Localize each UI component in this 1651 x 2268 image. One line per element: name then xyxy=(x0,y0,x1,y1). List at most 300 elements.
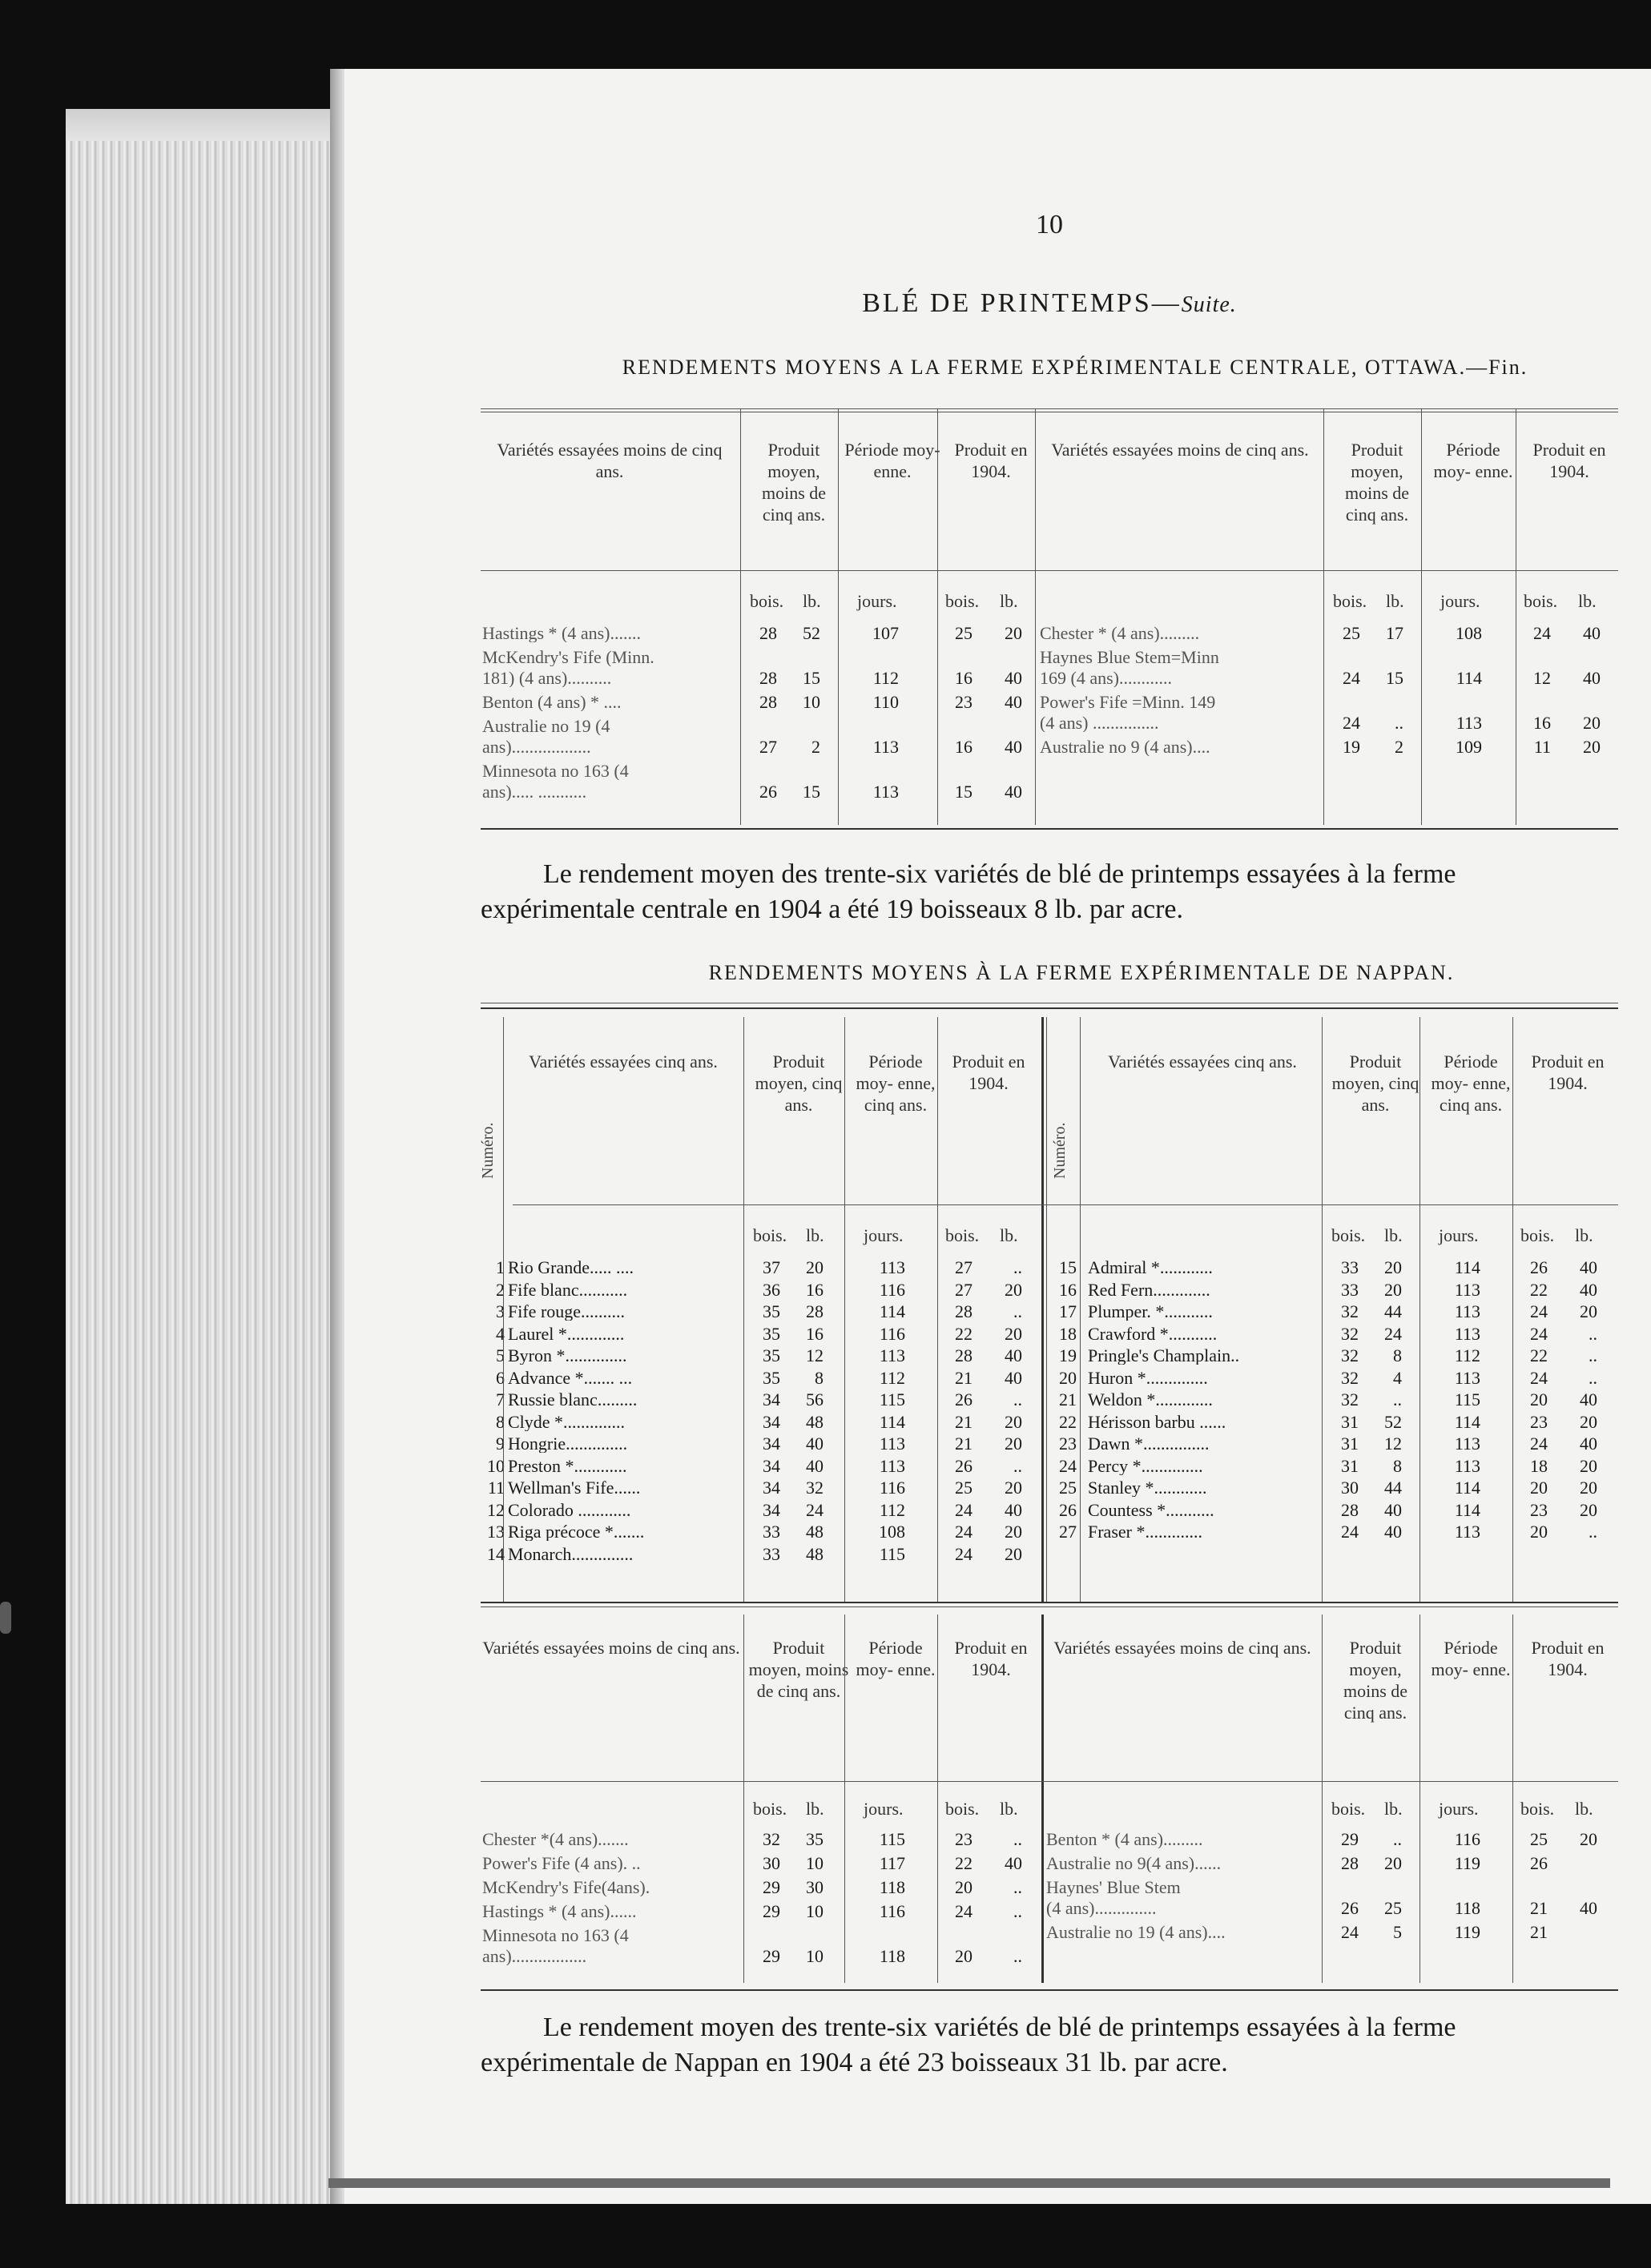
row-number: 14 xyxy=(487,1543,505,1564)
paragraph-ottawa-line2: expérimentale centrale en 1904 a été 19 boisseaux 8 lb. par acre. xyxy=(481,895,1183,924)
column-divider xyxy=(937,1615,938,1983)
row-yield-lb: 40 xyxy=(1580,1434,1597,1454)
row-variety-name: Crawford *........... xyxy=(1088,1325,1218,1343)
paragraph-ottawa xyxy=(481,857,1642,927)
row-avg-lb: .. xyxy=(1395,713,1403,733)
row-yield-lb: 20 xyxy=(1005,1522,1022,1542)
row-period-jours: 113 xyxy=(1454,1434,1480,1454)
row-period-jours: 108 xyxy=(879,1522,905,1542)
row-yield-lb: 40 xyxy=(1580,1898,1597,1918)
row-yield-lb: 20 xyxy=(1005,1543,1022,1564)
page-bottom-shadow xyxy=(328,2178,1610,2188)
left-variety-header: Variétés essayées cinq ans. xyxy=(529,1052,718,1072)
column-divider xyxy=(937,1017,938,1602)
row-yield-lb: .. xyxy=(1013,1877,1022,1897)
row-period-jours: 113 xyxy=(1454,1522,1480,1542)
row-number: 15 xyxy=(1059,1257,1077,1277)
row-period-jours: 112 xyxy=(879,1499,905,1520)
row-avg-bois: 30 xyxy=(763,1853,780,1873)
row-yield-bois: 27 xyxy=(955,1279,972,1300)
column-divider xyxy=(1322,1017,1323,1602)
row-period-jours: 114 xyxy=(1456,668,1482,688)
row-avg-lb: 48 xyxy=(806,1522,823,1542)
row-yield-lb: 40 xyxy=(1005,782,1022,802)
column-divider xyxy=(844,1615,845,1983)
row-avg-bois: 28 xyxy=(759,623,777,643)
row-yield-bois: 23 xyxy=(955,1829,972,1849)
row-variety-name: Australie no 19 (4 ans).... xyxy=(1046,1924,1226,1941)
right-variety-header: Variétés essayées cinq ans. xyxy=(1108,1052,1297,1072)
row-yield-bois: 20 xyxy=(955,1877,972,1897)
row-period-jours: 113 xyxy=(1454,1367,1480,1388)
row-period-jours: 113 xyxy=(1456,713,1482,733)
row-yield-bois: 24 xyxy=(1530,1434,1548,1454)
row-number: 25 xyxy=(1059,1478,1077,1498)
left-period-header: Période moy- enne. xyxy=(856,1638,936,1679)
row-avg-lb: 20 xyxy=(1384,1257,1402,1277)
right-unit-ylb: lb. xyxy=(1578,591,1597,611)
row-variety-name: Huron *.............. xyxy=(1088,1369,1208,1387)
row-avg-bois: 34 xyxy=(763,1478,780,1498)
row-variety-name: ans)................. xyxy=(482,1948,587,1965)
row-period-jours: 109 xyxy=(1456,737,1482,757)
left-variety-header: Variétés essayées moins de cinq ans. xyxy=(497,440,723,481)
row-period-jours: 116 xyxy=(879,1323,905,1344)
column-divider xyxy=(1512,1615,1513,1983)
table-bottom-rule xyxy=(481,1602,1618,1603)
row-number: 18 xyxy=(1059,1323,1077,1344)
row-yield-bois: 20 xyxy=(955,1946,972,1966)
row-variety-name: Stanley *............ xyxy=(1088,1479,1207,1497)
row-yield-lb: 20 xyxy=(1583,737,1601,757)
row-period-jours: 110 xyxy=(872,692,899,712)
row-avg-bois: 32 xyxy=(1341,1367,1359,1388)
row-avg-lb: 16 xyxy=(806,1279,823,1300)
row-yield-bois: 21 xyxy=(1530,1898,1548,1918)
row-avg-lb: 40 xyxy=(1384,1522,1402,1542)
row-variety-name: Minnesota no 163 (4 xyxy=(482,762,629,780)
column-divider xyxy=(1323,408,1324,825)
row-yield-lb: 40 xyxy=(1005,1345,1022,1365)
left-unit-lb: lb. xyxy=(806,1799,824,1819)
row-yield-bois: 16 xyxy=(955,737,972,757)
table-bottom-rule-2 xyxy=(481,1606,1618,1607)
row-period-jours: 114 xyxy=(1454,1411,1480,1432)
row-avg-lb: 44 xyxy=(1384,1301,1402,1321)
right-yield-header: Produit en 1904. xyxy=(1531,1638,1605,1679)
row-yield-lb: 40 xyxy=(1580,1279,1597,1300)
row-avg-lb: 48 xyxy=(806,1411,823,1432)
row-period-jours: 112 xyxy=(872,668,899,688)
row-period-jours: 113 xyxy=(872,737,899,757)
page-number: 10 xyxy=(1036,210,1063,239)
row-number: 19 xyxy=(1059,1345,1077,1365)
row-avg-lb: 44 xyxy=(1384,1478,1402,1498)
right-unit-ybois: bois. xyxy=(1520,1799,1555,1819)
row-variety-name: Red Fern............. xyxy=(1088,1281,1210,1299)
row-period-jours: 113 xyxy=(1454,1323,1480,1344)
row-variety-name: 169 (4 ans)............ xyxy=(1040,670,1172,687)
row-yield-bois: 24 xyxy=(955,1522,972,1542)
row-period-jours: 116 xyxy=(879,1478,905,1498)
left-unit-jours: jours. xyxy=(857,591,897,611)
left-number-header: Numéro. xyxy=(479,1122,497,1179)
right-avg-header: Produit moyen, moins de cinq ans. xyxy=(1344,440,1410,525)
row-period-jours: 116 xyxy=(1454,1829,1480,1849)
row-number: 5 xyxy=(496,1345,505,1365)
row-avg-bois: 34 xyxy=(763,1411,780,1432)
row-avg-bois: 24 xyxy=(1343,668,1360,688)
right-unit-bois: bois. xyxy=(1331,1225,1366,1245)
row-variety-name: Rio Grande..... .... xyxy=(508,1259,634,1277)
row-variety-name: Laurel *............. xyxy=(508,1325,625,1343)
right-variety-header: Variétés essayées moins de cinq ans. xyxy=(1051,440,1309,460)
row-number: 9 xyxy=(496,1434,505,1454)
row-variety-name: ans)..... ........... xyxy=(482,783,587,801)
row-avg-bois: 34 xyxy=(763,1389,780,1409)
row-variety-name: Pringle's Champlain.. xyxy=(1088,1347,1240,1365)
row-yield-lb: .. xyxy=(1013,1389,1022,1409)
row-period-jours: 113 xyxy=(872,782,899,802)
row-variety-name: Haynes Blue Stem=Minn xyxy=(1040,649,1219,666)
row-period-jours: 116 xyxy=(879,1901,905,1921)
row-avg-bois: 29 xyxy=(1341,1829,1359,1849)
row-number: 22 xyxy=(1059,1411,1077,1432)
row-variety-name: Minnesota no 163 (4 xyxy=(482,1927,629,1944)
row-avg-bois: 32 xyxy=(1341,1345,1359,1365)
row-yield-lb: 20 xyxy=(1580,1829,1597,1849)
row-yield-lb: 20 xyxy=(1583,713,1601,733)
left-yield-header: Produit en 1904. xyxy=(954,440,1028,481)
right-unit-lb: lb. xyxy=(1384,1225,1403,1245)
row-number: 21 xyxy=(1059,1389,1077,1409)
row-number: 10 xyxy=(487,1455,505,1476)
row-avg-lb: 5 xyxy=(1393,1922,1402,1942)
right-period-header: Période moy- enne. xyxy=(1433,440,1513,481)
table-top-rule xyxy=(481,408,1618,409)
row-avg-bois: 34 xyxy=(763,1499,780,1520)
row-avg-bois: 32 xyxy=(1341,1389,1359,1409)
row-period-jours: 118 xyxy=(879,1877,905,1897)
column-divider xyxy=(1419,1615,1420,1983)
row-yield-lb: .. xyxy=(1589,1323,1597,1344)
row-yield-lb: 20 xyxy=(1580,1301,1597,1321)
row-avg-bois: 28 xyxy=(759,692,777,712)
row-variety-name: Power's Fife =Minn. 149 xyxy=(1040,694,1216,711)
row-number: 2 xyxy=(496,1279,505,1300)
row-number: 1 xyxy=(496,1257,505,1277)
row-avg-lb: 2 xyxy=(1395,737,1403,757)
row-avg-bois: 24 xyxy=(1341,1522,1359,1542)
left-unit-bois: bois. xyxy=(753,1225,787,1245)
header-divider-rule xyxy=(513,1204,1618,1205)
row-avg-lb: 20 xyxy=(1384,1853,1402,1873)
row-yield-bois: 27 xyxy=(955,1257,972,1277)
row-variety-name: Wellman's Fife...... xyxy=(508,1479,641,1497)
column-divider xyxy=(1421,408,1422,825)
row-number: 13 xyxy=(487,1522,505,1542)
left-unit-bois: bois. xyxy=(750,591,784,611)
row-yield-lb: 20 xyxy=(1005,1434,1022,1454)
row-yield-lb: 40 xyxy=(1580,1389,1597,1409)
row-period-jours: 112 xyxy=(879,1367,905,1388)
book-page-edges xyxy=(66,109,330,2204)
row-period-jours: 113 xyxy=(879,1455,905,1476)
row-variety-name: Riga précoce *....... xyxy=(508,1523,645,1541)
page-title xyxy=(825,288,1274,319)
row-variety-name: Australie no 9(4 ans)...... xyxy=(1046,1855,1222,1872)
row-avg-bois: 31 xyxy=(1341,1455,1359,1476)
scan-edge-mark xyxy=(0,1602,11,1634)
row-avg-lb: 20 xyxy=(1384,1279,1402,1300)
table-bottom-rule xyxy=(481,828,1618,830)
left-unit-ybois: bois. xyxy=(945,1799,980,1819)
right-unit-ylb: lb. xyxy=(1575,1225,1593,1245)
row-avg-bois: 32 xyxy=(1341,1323,1359,1344)
column-divider xyxy=(740,408,741,825)
row-avg-bois: 29 xyxy=(763,1901,780,1921)
right-unit-jours: jours. xyxy=(1439,1225,1479,1245)
row-yield-lb: 40 xyxy=(1583,668,1601,688)
row-yield-lb: .. xyxy=(1589,1522,1597,1542)
row-yield-bois: 15 xyxy=(955,782,972,802)
row-period-jours: 119 xyxy=(1454,1922,1480,1942)
row-variety-name: Plumper. *........... xyxy=(1088,1303,1213,1321)
row-avg-lb: 20 xyxy=(806,1257,823,1277)
row-period-jours: 114 xyxy=(1454,1478,1480,1498)
row-avg-bois: 33 xyxy=(763,1522,780,1542)
column-divider xyxy=(844,1017,845,1602)
row-avg-bois: 26 xyxy=(1341,1898,1359,1918)
row-variety-name: Chester *(4 ans)....... xyxy=(482,1831,629,1848)
number-column-divider xyxy=(503,1017,504,1602)
row-avg-lb: 8 xyxy=(1393,1455,1402,1476)
row-avg-lb: 12 xyxy=(1384,1434,1402,1454)
row-yield-lb: 40 xyxy=(1005,668,1022,688)
row-avg-bois: 34 xyxy=(763,1434,780,1454)
row-variety-name: Dawn *............... xyxy=(1088,1435,1210,1453)
row-avg-bois: 33 xyxy=(1341,1257,1359,1277)
row-period-jours: 113 xyxy=(1454,1279,1480,1300)
row-avg-bois: 27 xyxy=(759,737,777,757)
paragraph-nappan-line1: Le rendement moyen des trente-six variétés de blé de printemps essayées à la ferme xyxy=(543,2013,1456,2042)
left-yield-header: Produit en 1904. xyxy=(954,1638,1028,1679)
left-variety-header: Variétés essayées moins de cinq ans. xyxy=(482,1638,740,1658)
row-yield-bois: 24 xyxy=(1530,1301,1548,1321)
row-period-jours: 114 xyxy=(1454,1257,1480,1277)
row-period-jours: 118 xyxy=(1454,1898,1480,1918)
row-avg-lb: .. xyxy=(1393,1389,1402,1409)
row-avg-bois: 32 xyxy=(763,1829,780,1849)
row-yield-lb: .. xyxy=(1013,1829,1022,1849)
row-variety-name: Countess *........... xyxy=(1088,1501,1214,1519)
row-period-jours: 115 xyxy=(879,1543,905,1564)
column-divider xyxy=(743,1615,744,1983)
row-number: 11 xyxy=(487,1478,505,1498)
row-avg-bois: 36 xyxy=(763,1279,780,1300)
row-yield-bois: 11 xyxy=(1533,737,1551,757)
table-center-divider xyxy=(1041,1615,1044,1983)
row-yield-bois: 20 xyxy=(1530,1478,1548,1498)
column-divider xyxy=(743,1017,744,1602)
page-title-main: BLÉ DE PRINTEMPS— xyxy=(862,288,1182,318)
row-avg-lb: 10 xyxy=(806,1946,823,1966)
row-avg-bois: 32 xyxy=(1341,1301,1359,1321)
row-yield-bois: 20 xyxy=(1530,1389,1548,1409)
row-period-jours: 113 xyxy=(1454,1455,1480,1476)
row-avg-bois: 28 xyxy=(759,668,777,688)
row-period-jours: 114 xyxy=(879,1301,905,1321)
row-yield-bois: 28 xyxy=(955,1345,972,1365)
row-variety-name: Hérisson barbu ...... xyxy=(1088,1413,1226,1431)
row-avg-lb: 8 xyxy=(815,1367,823,1388)
row-yield-lb: 40 xyxy=(1583,623,1601,643)
row-yield-bois: 21 xyxy=(955,1367,972,1388)
row-period-jours: 118 xyxy=(879,1946,905,1966)
row-variety-name: Byron *.............. xyxy=(508,1347,627,1365)
row-variety-name: Russie blanc......... xyxy=(508,1391,638,1409)
row-yield-lb: 40 xyxy=(1005,1367,1022,1388)
row-yield-lb: .. xyxy=(1589,1367,1597,1388)
row-variety-name: McKendry's Fife(4ans). xyxy=(482,1879,650,1896)
row-yield-bois: 24 xyxy=(1530,1323,1548,1344)
right-unit-bois: bois. xyxy=(1331,1799,1366,1819)
row-number: 12 xyxy=(487,1499,505,1520)
number-column-divider xyxy=(1080,1017,1081,1602)
row-number: 23 xyxy=(1059,1434,1077,1454)
right-yield-header: Produit en 1904. xyxy=(1532,440,1606,481)
row-variety-name: Fife blanc........... xyxy=(508,1281,628,1299)
row-yield-lb: 20 xyxy=(1005,1478,1022,1498)
row-avg-lb: 56 xyxy=(806,1389,823,1409)
row-avg-lb: 15 xyxy=(803,668,820,688)
left-unit-ylb: lb. xyxy=(1000,1225,1018,1245)
row-avg-lb: 24 xyxy=(1384,1323,1402,1344)
row-yield-lb: 20 xyxy=(1580,1455,1597,1476)
row-avg-bois: 19 xyxy=(1343,737,1360,757)
right-avg-header: Produit moyen, cinq ans. xyxy=(1331,1052,1419,1115)
row-variety-name: Clyde *.............. xyxy=(508,1413,626,1431)
table-center-divider xyxy=(1041,1017,1044,1602)
row-yield-bois: 12 xyxy=(1533,668,1551,688)
row-yield-lb: 20 xyxy=(1005,1411,1022,1432)
row-yield-bois: 24 xyxy=(1530,1367,1548,1388)
row-avg-lb: 4 xyxy=(1393,1367,1402,1388)
left-yield-header: Produit en 1904. xyxy=(952,1052,1025,1093)
row-yield-bois: 25 xyxy=(955,1478,972,1498)
row-variety-name: McKendry's Fife (Minn. xyxy=(482,649,654,666)
left-unit-ylb: lb. xyxy=(1000,1799,1018,1819)
left-unit-jours: jours. xyxy=(864,1225,904,1245)
row-number: 6 xyxy=(496,1367,505,1388)
column-divider xyxy=(937,408,938,825)
row-yield-lb: .. xyxy=(1013,1455,1022,1476)
row-variety-name: Australie no 9 (4 ans).... xyxy=(1040,738,1210,756)
right-unit-jours: jours. xyxy=(1440,591,1480,611)
right-unit-lb: lb. xyxy=(1384,1799,1403,1819)
column-divider xyxy=(1512,1017,1513,1602)
row-number: 20 xyxy=(1059,1367,1077,1388)
row-avg-bois: 30 xyxy=(1341,1478,1359,1498)
row-period-jours: 108 xyxy=(1456,623,1482,643)
row-variety-name: Hastings * (4 ans)...... xyxy=(482,1903,637,1920)
row-variety-name: Fife rouge.......... xyxy=(508,1303,626,1321)
row-variety-name: Monarch.............. xyxy=(508,1545,634,1563)
row-period-jours: 115 xyxy=(1454,1389,1480,1409)
row-variety-name: Benton * (4 ans)......... xyxy=(1046,1831,1203,1848)
row-yield-bois: 24 xyxy=(955,1499,972,1520)
row-yield-lb: 20 xyxy=(1005,1323,1022,1344)
row-variety-name: Percy *.............. xyxy=(1088,1457,1203,1475)
row-yield-bois: 23 xyxy=(955,692,972,712)
left-unit-lb: lb. xyxy=(803,591,821,611)
table-bottom-rule xyxy=(481,1989,1618,1991)
row-period-jours: 115 xyxy=(879,1389,905,1409)
row-avg-bois: 35 xyxy=(763,1367,780,1388)
row-variety-name: (4 ans) ............... xyxy=(1040,714,1159,732)
table-center-divider-2 xyxy=(1046,1017,1047,1602)
left-unit-bois: bois. xyxy=(753,1799,787,1819)
row-avg-lb: 10 xyxy=(806,1901,823,1921)
row-avg-lb: 17 xyxy=(1386,623,1403,643)
row-period-jours: 113 xyxy=(879,1345,905,1365)
row-yield-bois: 24 xyxy=(955,1543,972,1564)
right-unit-ylb: lb. xyxy=(1575,1799,1593,1819)
book-page-edges-top xyxy=(66,109,330,141)
row-period-jours: 114 xyxy=(879,1411,905,1432)
column-divider xyxy=(1419,1017,1420,1602)
row-yield-bois: 23 xyxy=(1530,1499,1548,1520)
left-avg-header: Produit moyen, moins de cinq ans. xyxy=(748,1638,849,1701)
row-number: 7 xyxy=(496,1389,505,1409)
paragraph-nappan xyxy=(481,2010,1642,2081)
row-yield-lb: .. xyxy=(1013,1946,1022,1966)
right-unit-jours: jours. xyxy=(1439,1799,1479,1819)
row-number: 26 xyxy=(1059,1499,1077,1520)
row-avg-lb: 25 xyxy=(1384,1898,1402,1918)
row-avg-bois: 28 xyxy=(1341,1499,1359,1520)
row-avg-lb: 40 xyxy=(806,1455,823,1476)
row-number: 24 xyxy=(1059,1455,1077,1476)
column-divider xyxy=(1322,1615,1323,1983)
row-avg-bois: 24 xyxy=(1341,1922,1359,1942)
row-variety-name: (4 ans).............. xyxy=(1046,1900,1157,1917)
row-avg-lb: 52 xyxy=(1384,1411,1402,1432)
page-title-suffix: Suite. xyxy=(1181,292,1237,317)
right-unit-bois: bois. xyxy=(1333,591,1367,611)
row-variety-name: Admiral *............ xyxy=(1088,1259,1213,1277)
row-variety-name: 181) (4 ans).......... xyxy=(482,670,612,687)
row-yield-bois: 26 xyxy=(1530,1853,1548,1873)
row-number: 4 xyxy=(496,1323,505,1344)
section1-heading: RENDEMENTS MOYENS A LA FERME EXPÉRIMENTALE CENTRALE, OTTAWA.—Fin. xyxy=(622,356,1528,379)
row-number: 17 xyxy=(1059,1301,1077,1321)
row-yield-bois: 16 xyxy=(955,668,972,688)
row-yield-bois: 22 xyxy=(1530,1279,1548,1300)
row-period-jours: 119 xyxy=(1454,1853,1480,1873)
right-unit-ybois: bois. xyxy=(1524,591,1558,611)
right-number-header: Numéro. xyxy=(1051,1122,1069,1179)
left-unit-ybois: bois. xyxy=(945,591,980,611)
row-yield-bois: 25 xyxy=(955,623,972,643)
row-variety-name: Australie no 19 (4 xyxy=(482,718,610,735)
row-avg-lb: 2 xyxy=(811,737,820,757)
row-yield-lb: 40 xyxy=(1005,1499,1022,1520)
right-period-header: Période moy- enne, cinq ans. xyxy=(1431,1052,1511,1115)
right-period-header: Période moy- enne. xyxy=(1431,1638,1511,1679)
row-yield-bois: 22 xyxy=(955,1323,972,1344)
row-number: 8 xyxy=(496,1411,505,1432)
